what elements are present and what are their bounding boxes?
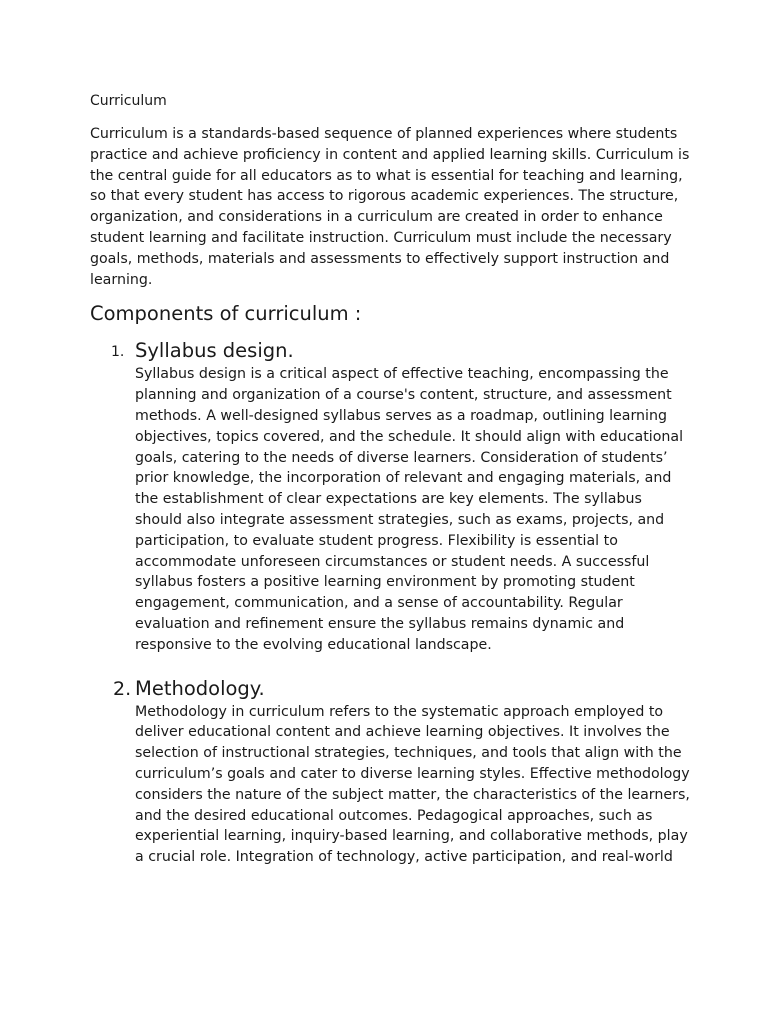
list-item-body: Methodology in curriculum refers to the systematic approach employed to deliver educational content and achieve learning objectives. It involves the selection of instructional strategies, techniques, and tools that align with the curriculum’s goals and cater to diverse learning styles. Effective methodology considers the nature of the subject matter, the characteristics of the learners, and the desired educational outcomes. Pedagogical approaches, such as experiential learning, inquiry-based learning, and collaborative methods, play a crucial role. Integration of technology, active participation, and real-world <box>135 703 690 866</box>
list-item-heading: Methodology. <box>135 676 265 700</box>
list-item-heading: Syllabus design. <box>135 339 294 363</box>
section-heading: Components of curriculum : <box>90 302 362 326</box>
list-item-body: Syllabus design is a critical aspect of effective teaching, encompassing the planning and organization of a course's content, structure, and assessment methods. A well-designed syllabus serves as a roadmap, outlining learning objectives, topics covered, and the schedule. It should align with educational goals, catering to the needs of diverse learners. Consideration of students’ prior knowledge, the incorporation of relevant and engaging materials, and the establishment of clear expectations are key elements. The syllabus should also integrate assessment strategies, such as exams, projects, and participation, to evaluate student progress. Flexibility is essential to accommodate unforeseen circumstances or student needs. A successful syllabus fosters a positive learning environment by promoting student engagement, communication, and a sense of accountability. Regular evaluation and refinement ensure the syllabus remains dynamic and responsive to the evolving educational landscape. <box>135 366 684 653</box>
intro-paragraph: Curriculum is a standards-based sequence of planned experiences where students practice and achieve proficiency in content and applied learning skills. Curriculum is the central guide for all educators as to what is essential for teaching and learning, so that every student has access to rigorous academic experiences. The structure, organization, and considerations in a curriculum are created in order to enhance student learning and facilitate instruction. Curriculum must include the necessary goals, methods, materials and assessments to effectively support instruction and learning. <box>90 126 690 288</box>
document-page <box>90 92 690 868</box>
list-item-number: 1. <box>111 344 125 361</box>
list-item <box>90 676 690 868</box>
list-item-number: 2. <box>113 677 132 700</box>
document-title: Curriculum <box>90 93 167 109</box>
list-item <box>90 338 690 655</box>
